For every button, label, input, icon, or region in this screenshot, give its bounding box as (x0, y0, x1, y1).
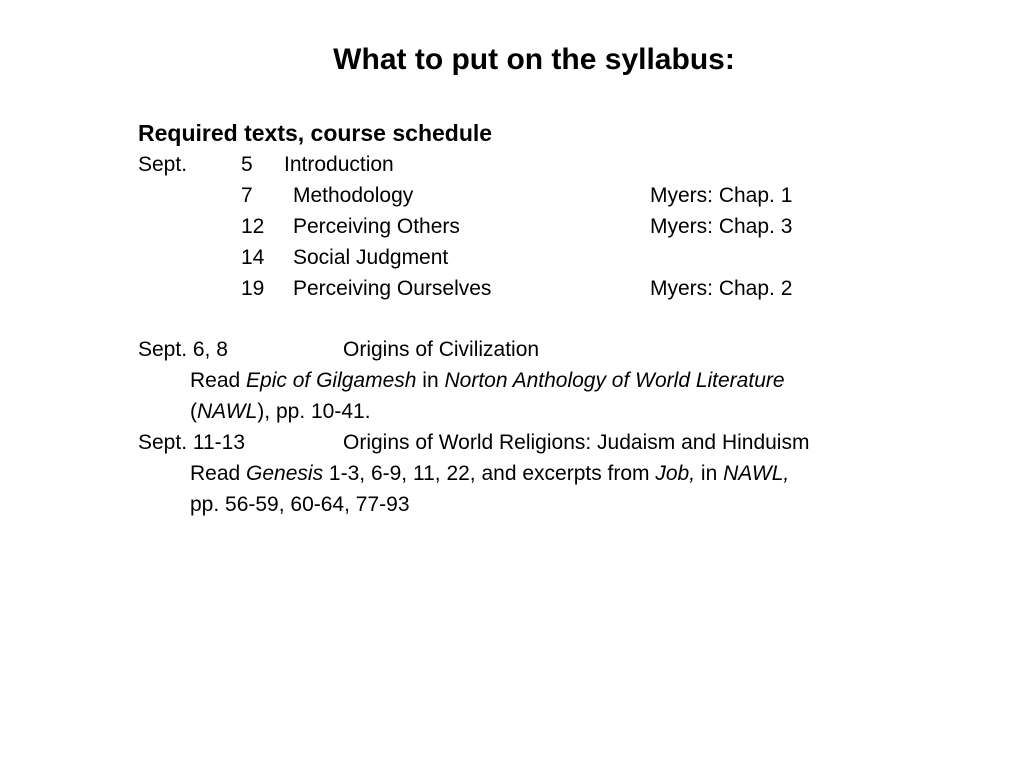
source-abbr: NAWL, (723, 462, 790, 485)
page-range: pp. 56-59, 60-64, 77-93 (190, 493, 410, 516)
schedule-reading: Myers: Chap. 3 (650, 215, 793, 238)
slide-title: What to put on the syllabus: (333, 43, 735, 76)
read-label: Read (190, 369, 247, 392)
entry-reading-line (190, 458, 789, 489)
schedule-topic: Methodology (293, 184, 414, 207)
entry-topic: Origins of World Religions: Judaism and Hinduism (343, 431, 810, 454)
source-abbr: NAWL (197, 400, 258, 423)
schedule-month: Sept. (138, 153, 188, 176)
schedule-day: 12 (241, 215, 265, 238)
schedule-topic: Perceiving Ourselves (293, 277, 492, 300)
entry-topic: Origins of Civilization (343, 338, 540, 361)
work-title: Job, (655, 462, 696, 485)
page-range: ), pp. 10-41. (257, 400, 371, 423)
entry-reading-line (190, 489, 410, 520)
connector-text: in (416, 369, 445, 392)
entry-dates: Sept. 11-13 (138, 431, 246, 454)
schedule-day: 7 (241, 184, 253, 207)
schedule-day: 5 (241, 153, 253, 176)
schedule-topic: Social Judgment (293, 246, 449, 269)
work-title: Epic of Gilgamesh (246, 369, 417, 392)
section-heading: Required texts, course schedule (138, 120, 493, 146)
schedule-reading: Myers: Chap. 1 (650, 184, 793, 207)
schedule-topic: Introduction (284, 153, 394, 176)
read-label: Read (190, 462, 247, 485)
schedule-day: 14 (241, 246, 265, 269)
entry-reading-line (190, 365, 785, 396)
entry-reading-line (190, 396, 371, 427)
work-title: Genesis (246, 462, 324, 485)
schedule-topic: Perceiving Others (293, 215, 460, 238)
chapters-text: 1-3, 6-9, 11, 22, and excerpts from (323, 462, 656, 485)
schedule-reading: Myers: Chap. 2 (650, 277, 793, 300)
entry-dates: Sept. 6, 8 (138, 338, 228, 361)
schedule-day: 19 (241, 277, 265, 300)
paren-open: ( (190, 400, 197, 423)
connector-text: in (695, 462, 724, 485)
source-title: Norton Anthology of World Literature (444, 369, 785, 392)
